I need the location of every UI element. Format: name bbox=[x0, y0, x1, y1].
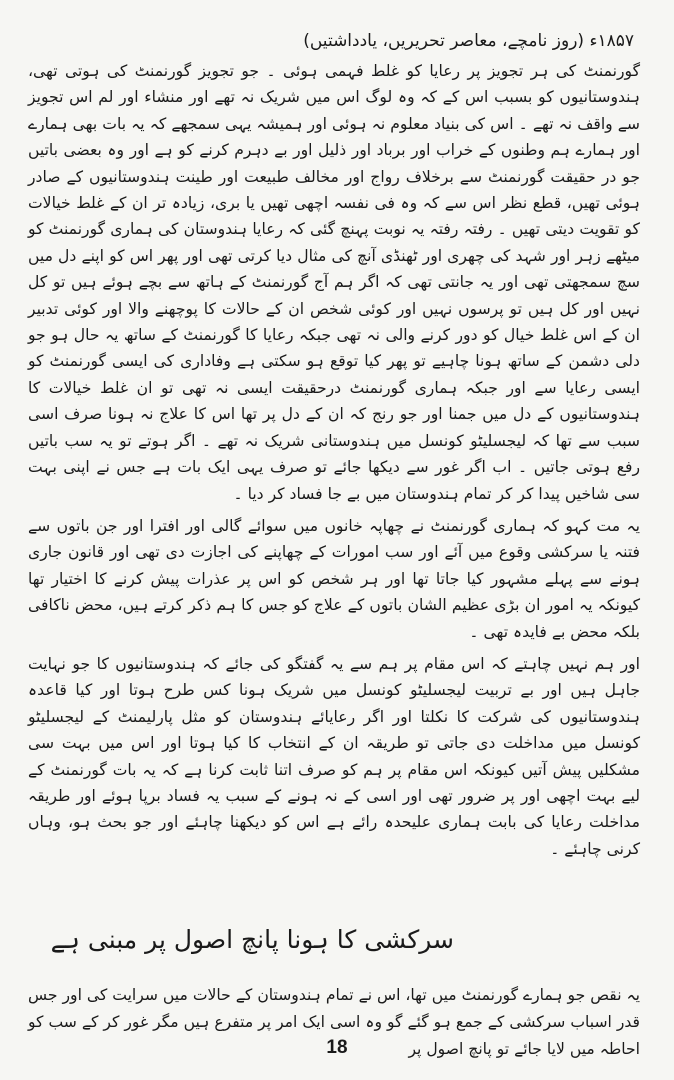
section-paragraph: یہ نقص جو ہمارے گورنمنٹ میں تھا، اس نے تمام ہندوستان کے حالات میں سرایت کی اور جس قدر اسباب سرکشی کے جمع ہو گئے گو وہ اسی ایک امر پر متفرع ہیں مگر غور کر کے سب کو احاطہ میں لایا جائے تو پانچ اصول پر bbox=[28, 985, 640, 1058]
running-head: ۱۸۵۷ء (روز نامچے، معاصر تحریریں، یادداشتیں) bbox=[303, 31, 634, 51]
section-heading: سرکشی کا ہونا پانچ اصول پر مبنی ہے bbox=[50, 925, 454, 954]
page-number: 18 bbox=[326, 1037, 348, 1058]
paragraph-1: گورنمنٹ کی ہر تجویز پر رعایا کو غلط فہمی ہوئی ۔ جو تجویز گورنمنٹ کی ہوتی تھی، ہندوستانیوں کو بسبب اس کے کہ وہ لوگ اس میں شریک نہ تھے اور منشاء اور لم اس تجویز سے واقف نہ تھے ۔ اس کی بنیاد معلوم نہ ہوئی اور ہمیشہ یہی سمجھے کہ یہ بات بھی ہمارے اور ہمارے ہم وطنوں کے خراب اور برباد اور ذلیل اور بے دہرم کرنے کو ہے اور وہ بعضی باتیں جو در حقیقت گورنمنٹ سے برخلاف رواج اور مخالف طبیعت اور طینت ہندوستانیوں کے صادر ہوئی تھیں، قطع نظر اس سے کہ وہ فی نفسہ اچھی تھیں یا بری، زیادہ تر ان کے غلط خیالات کو تقویت دیتی تھیں ۔ رفتہ رفتہ یہ نوبت پہنچ گئی کہ رعایا ہندوستان کی ہماری گورنمنٹ کو میٹھے زہر اور شہد کی چھری اور ٹھنڈی آنچ کی مثال دیا کرتی تھی اور پھر اس کو اپنے دل میں سچ سمجھتی تھی اور یہ جانتی تھی کہ اگر ہم آج گورنمنٹ کے ہاتھ سے بچے ہوئے ہیں تو کل نہیں اور کل ہیں تو پرسوں نہیں اور کوئی شخص ان کے حالات کا پوچھنے والا اور کوئی تدبیر ان کے اس غلط خیال کو دور کرنے والی نہ تھی جبکہ رعایا کا گورنمنٹ کے ساتھ یہ حال ہو جو دلی دشمن کے ساتھ ہونا چاہیے تو پھر کیا توقع ہو سکتی ہے وفاداری کی ایسی گورنمنٹ کو ایسی رعایا سے اور جبکہ ہماری گورنمنٹ درحقیقت ایسی نہ تھی تو ان غلط خیالات کا ہندوستانیوں کے دل میں جمنا اور جو رنج کہ ان کے دل پر تھا اس کا علاج نہ ہونا صرف اسی سبب سے تھا کہ لیجسلیٹو کونسل میں ہندوستانی شریک نہ تھے ۔ اگر ہوتے تو یہ سب باتیں رفع ہوتی جاتیں ۔ اب اگر غور سے دیکھا جائے تو صرف یہی ایک بات ہے جس نے اپنی بہت سی شاخیں پیدا کر کر تمام ہندوستان میں بے جا فساد کر دیا ۔ bbox=[28, 62, 640, 503]
body-text bbox=[28, 58, 640, 862]
paragraph-3: اور ہم نہیں چاہتے کہ اس مقام پر ہم سے یہ گفتگو کی جائے کہ ہندوستانیوں کا جو نہایت جاہل ہیں اور بے تربیت لیجسلیٹو کونسل میں شریک ہونا کس طرح ہوتا اور کیا قاعدہ ہندوستانیوں کی شرکت کا نکلتا اور اگر رعایائے ہندوستان کو مثل پارلیمنٹ کے لیجسلیٹو کونسل میں مداخلت دی جاتی تو طریقہ ان کے انتخاب کا کیا ہوتا اور اس میں بہت سی مشکلیں پیش آتیں کیونکہ اس مقام پر ہم کو صرف اتنا ثابت کرنا ہے کہ یہ بات گورنمنٹ کے لیے بہت اچھی اور پر ضرور تھی اور اسی کے نہ ہونے کے سبب یہ فساد برپا ہوئے اور طریقہ مداخلت رعایا کی بابت ہماری علیحدہ رائے ہے اس کو دیکھنا چاہئے اور جو بحث ہو، وہاں کرنی چاہئے ۔ bbox=[28, 654, 640, 858]
paragraph-2: یہ مت کہو کہ ہماری گورنمنٹ نے چھاپہ خانوں میں سوائے گالی اور افترا اور جن باتوں سے فتنہ یا سرکشی وقوع میں آئے اور سب امورات کے چھاپنے کی اجازت دی تھی اور قانون جاری ہونے سے پہلے مشہور کیا جاتا تھا اور ہر شخص کو اس پر عذرات پیش کرنے کا اختیار تھا کیونکہ یہ امور ان بڑی عظیم الشان باتوں کے علاج کو جس کا ہم ذکر کرتے ہیں، محض ناکافی بلکہ محض بے فایدہ تھی ۔ bbox=[28, 516, 640, 641]
